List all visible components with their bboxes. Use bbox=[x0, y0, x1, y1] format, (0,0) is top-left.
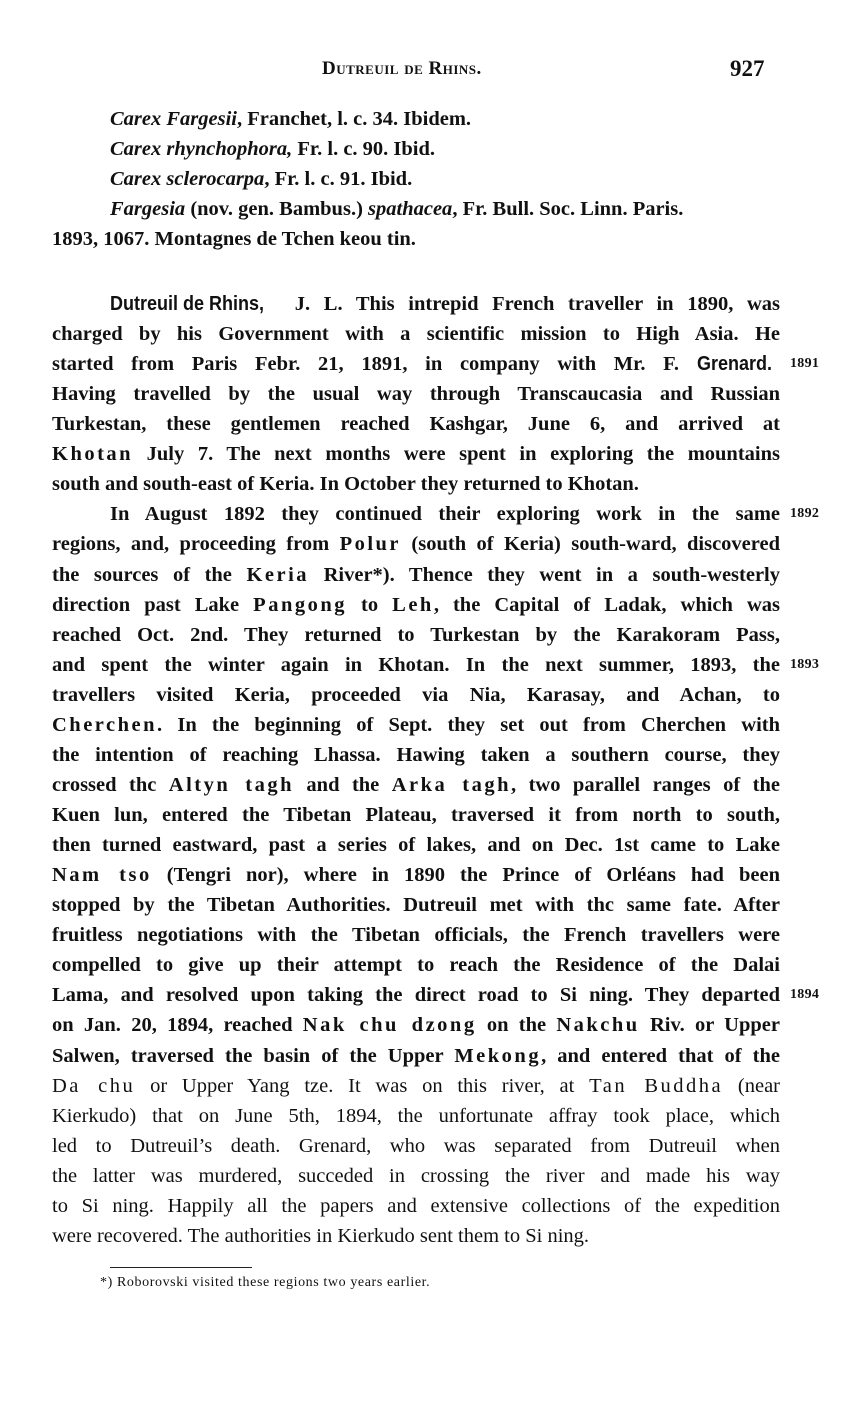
footnote-marker: *) bbox=[100, 1275, 113, 1290]
text-segment: Fr. l. c. 90. Ibid. bbox=[292, 138, 436, 160]
spaced-name: Polur bbox=[339, 533, 402, 556]
text-line bbox=[52, 680, 780, 710]
text-segment: regions, and, proceeding from bbox=[52, 533, 340, 556]
text-line bbox=[52, 890, 780, 920]
text-line bbox=[52, 710, 780, 740]
text-segment: fruitless negotiations with the Tibetan officials, the French travellers were bbox=[52, 924, 780, 947]
text-segment: 1893, 1067. Montagnes de Tchen keou tin. bbox=[52, 228, 416, 250]
spaced-name: Cherchen bbox=[52, 713, 158, 736]
text-segment: then turned eastward, past a series of lakes, and on Dec. 1st came to Lake bbox=[52, 834, 780, 857]
text-segment: direction past Lake bbox=[52, 593, 254, 616]
text-segment: south and south-east of Keria. In October they returned to Khotan. bbox=[52, 473, 639, 496]
text-line bbox=[52, 650, 780, 680]
text-line bbox=[52, 349, 780, 379]
text-segment: and the bbox=[293, 773, 392, 796]
text-segment: Having travelled by the usual way through Transcaucasia and Russian bbox=[52, 383, 780, 406]
text-line bbox=[52, 800, 780, 830]
text-segment: to bbox=[347, 593, 393, 616]
text-line bbox=[52, 770, 780, 800]
spaced-name: Nak chu dzong bbox=[302, 1014, 477, 1037]
italic-text: Carex sclerocarpa bbox=[110, 168, 265, 190]
text-segment: Riv. or Upper bbox=[639, 1014, 780, 1037]
text-segment: , Franchet, l. c. 34. Ibidem. bbox=[237, 108, 472, 130]
text-segment: travellers visited Keria, proceeded via Nia, Karasay, and Achan, to bbox=[52, 683, 780, 706]
text-segment: , two parallel ranges of the bbox=[510, 773, 780, 796]
text-segment: Kuen lun, entered the Tibetan Plateau, traversed it from north to south, bbox=[52, 804, 780, 827]
margin-year: 1892 bbox=[790, 506, 820, 522]
spaced-name: Mekong bbox=[454, 1044, 542, 1067]
spaced-name: Leh bbox=[392, 593, 434, 616]
text-segment: Turkestan, these gentlemen reached Kashgar, June 6, and arrived at bbox=[52, 413, 780, 436]
text-line bbox=[110, 289, 780, 319]
text-segment: crossed thc bbox=[52, 773, 169, 796]
text-segment: , and entered that of the bbox=[541, 1044, 780, 1067]
italic-text: Fargesia bbox=[110, 198, 186, 220]
footnote-rule bbox=[110, 1267, 252, 1268]
text-line bbox=[110, 164, 412, 194]
text-line bbox=[52, 830, 780, 860]
text-segment: , Fr. Bull. Soc. Linn. Paris. bbox=[452, 198, 684, 220]
spaced-name: Nakchu bbox=[556, 1014, 640, 1037]
text-line bbox=[52, 1071, 780, 1101]
text-line bbox=[52, 1191, 780, 1221]
text-line bbox=[52, 1101, 780, 1131]
text-line bbox=[52, 319, 780, 349]
text-line bbox=[52, 1131, 780, 1161]
text-segment: Lama, and resolved upon taking the direct road to Si ning. They departed bbox=[52, 984, 780, 1007]
text-line bbox=[52, 950, 780, 980]
text-segment: (Tengri nor), where in 1890 the Prince of Orléans had been bbox=[151, 864, 780, 887]
name-heading: Grenard. bbox=[696, 353, 772, 376]
italic-text: spathacea bbox=[368, 198, 453, 220]
text-line bbox=[52, 920, 780, 950]
text-line bbox=[52, 529, 780, 559]
text-segment: to Si ning. Happily all the papers and extensive collections of the expedition bbox=[52, 1194, 780, 1217]
spaced-name: Arka tagh bbox=[391, 773, 511, 796]
text-segment: led to Dutreuil’s death. Grenard, who was separated from Dutreuil when bbox=[52, 1134, 780, 1157]
text-line bbox=[52, 860, 780, 890]
spaced-name: Khotan bbox=[52, 443, 134, 466]
spaced-name: Altyn tagh bbox=[168, 773, 294, 796]
text-segment: were recovered. The authorities in Kierkudo sent them to Si ning. bbox=[52, 1224, 590, 1247]
text-line bbox=[110, 194, 683, 224]
text-segment: (south of Keria) south-ward, discovered bbox=[401, 533, 780, 556]
text-line bbox=[52, 439, 780, 469]
text-line bbox=[52, 1010, 780, 1040]
footnote bbox=[100, 1272, 430, 1294]
margin-year: 1893 bbox=[790, 656, 820, 672]
text-segment: J. L. This intrepid French traveller in 1890, was bbox=[281, 293, 780, 315]
text-segment: compelled to give up their attempt to reach the Residence of the Dalai bbox=[52, 954, 780, 977]
text-segment: In August 1892 they continued their exploring work in the same bbox=[110, 503, 780, 526]
text-line bbox=[52, 379, 780, 409]
text-segment: or Upper Yang tze. It was on this river, at bbox=[135, 1074, 590, 1097]
margin-year: 1894 bbox=[790, 987, 820, 1003]
text-line bbox=[52, 740, 780, 770]
text-segment: the intention of reaching Lhassa. Hawing taken a southern course, they bbox=[52, 743, 780, 766]
spaced-name: Da chu bbox=[52, 1074, 136, 1097]
text-line bbox=[52, 469, 639, 499]
text-line bbox=[52, 560, 780, 590]
text-segment: (near bbox=[723, 1074, 781, 1097]
text-segment: July 7. The next months were spent in exploring the mountains bbox=[133, 443, 780, 466]
text-segment: reached Oct. 2nd. They returned to Turkestan by the Karakoram Pass, bbox=[52, 623, 780, 646]
text-segment: charged by his Government with a scientific mission to High Asia. He bbox=[52, 323, 780, 346]
text-line bbox=[52, 980, 780, 1010]
footnote-text: Roborovski visited these regions two years earlier. bbox=[116, 1275, 431, 1290]
margin-year: 1891 bbox=[790, 356, 820, 372]
text-segment: started from Paris Febr. 21, 1891, in company with Mr. F. bbox=[52, 353, 697, 376]
text-segment: the sources of the bbox=[52, 563, 247, 586]
text-segment: . In the beginning of Sept. they set out from Cherchen with bbox=[157, 713, 780, 736]
text-segment: stopped by the Tibetan Authorities. Dutreuil met with thc same fate. After bbox=[52, 894, 780, 917]
text-line bbox=[52, 620, 780, 650]
text-line bbox=[110, 104, 471, 134]
text-line bbox=[52, 590, 780, 620]
text-segment: and spent the winter again in Khotan. In the next summer, 1893, the bbox=[52, 653, 780, 676]
spaced-name: Tan Buddha bbox=[589, 1074, 724, 1097]
name-heading: Dutreuil de Rhins, bbox=[110, 293, 265, 315]
italic-text: Carex Fargesii bbox=[110, 108, 237, 130]
text-segment: (nov. gen. Bambus.) bbox=[185, 198, 369, 220]
page-number: 927 bbox=[730, 56, 765, 81]
text-segment: Salwen, traversed the basin of the Upper bbox=[52, 1044, 455, 1067]
text-segment: on Jan. 20, 1894, reached bbox=[52, 1014, 303, 1037]
text-line bbox=[52, 409, 780, 439]
text-line bbox=[52, 224, 416, 254]
text-line bbox=[110, 134, 435, 164]
running-title: Dutreuil de Rhins. bbox=[322, 58, 482, 79]
text-segment: Kierkudo) that on June 5th, 1894, the unfortunate affray took place, which bbox=[52, 1104, 780, 1127]
text-segment: on the bbox=[476, 1014, 557, 1037]
spaced-name: Nam tso bbox=[52, 864, 152, 887]
text-line bbox=[52, 1161, 780, 1191]
text-segment: , the Capital of Ladak, which was bbox=[433, 593, 780, 616]
text-line bbox=[52, 1041, 780, 1071]
text-segment: the latter was murdered, succeded in crossing the river and made his way bbox=[52, 1164, 780, 1187]
page-header bbox=[0, 58, 850, 88]
text-line bbox=[110, 499, 780, 529]
italic-text: Carex rhynchophora, bbox=[110, 138, 293, 160]
text-segment: River*). Thence they went in a south-westerly bbox=[309, 563, 781, 586]
text-segment: , Fr. l. c. 91. Ibid. bbox=[264, 168, 413, 190]
text-line bbox=[52, 1221, 589, 1251]
spaced-name: Pangong bbox=[253, 593, 347, 616]
spaced-name: Keria bbox=[246, 563, 310, 586]
